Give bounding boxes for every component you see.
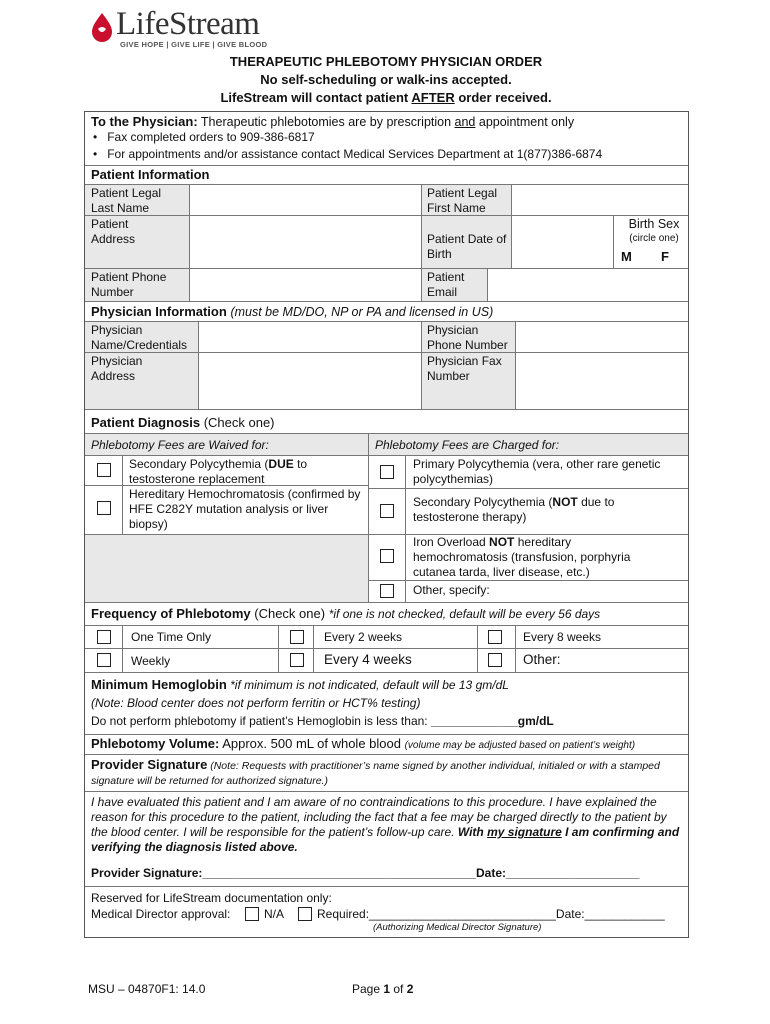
address-label: Patient Address [91,217,136,246]
freq-every-4-weeks-label: Every 4 weeks [324,652,412,667]
phone-label: Patient Phone Number [91,270,167,299]
provider-signature-line[interactable]: Provider Signature:_________________________________________Date:____________________ [91,866,640,880]
physician-address-label: Physician Address [91,354,143,383]
charged-option-3: Iron Overload NOT hereditary hemochromatosis (transfusion, porphyria cutanea tarda, liver disease, etc.) [413,535,631,579]
diagnosis-header: Patient Diagnosis (Check one) [85,410,688,434]
physician-name-label: Physician Name/Credentials [91,323,188,352]
waived-option-2: Hereditary Hemochromatosis (confirmed by HFE C282Y mutation analysis or liver biopsy) [129,487,361,531]
charged-option-1: Primary Polycythemia (vera, other rare genetic polycythemias) [413,457,661,486]
reserved-section: Reserved for LifeStream documentation only: Medical Director approval: N/A Required:____________________________Date:____________ (Authorizing Medical Director Signature) [91,891,665,933]
other-specify-field[interactable] [505,582,681,599]
physician-name-field[interactable] [198,322,422,352]
charged-iron-overload-checkbox[interactable] [380,549,394,563]
lifestream-logo [90,6,290,52]
freq-one-time-checkbox[interactable] [97,630,111,644]
physician-fax-field[interactable] [515,353,689,409]
address-field[interactable] [189,216,422,268]
frequency-header: Frequency of Phlebotomy (Check one) *if one is not checked, default will be every 56 days [85,602,688,626]
freq-other-field[interactable] [565,650,683,670]
hemoglobin-field[interactable]: _____________ [430,714,518,728]
patient-info-header: Patient Information [85,166,688,185]
waived-hemochromatosis-checkbox[interactable] [97,501,111,515]
approval-date-field[interactable]: ____________ [584,907,665,921]
email-field[interactable] [487,269,689,301]
header-line3: LifeStream will contact patient AFTER order received. [220,90,552,105]
waived-option-1: Secondary Polycythemia (DUE to testosterone replacement [129,457,308,486]
freq-every-4-weeks-checkbox[interactable] [290,653,304,667]
logo-tagline: GIVE HOPE | GIVE LIFE | GIVE BLOOD [120,40,268,49]
volume-section: Phlebotomy Volume: Approx. 500 mL of whole blood (volume may be adjusted based on patient’s weight) [85,735,688,755]
provider-signature-header: Provider Signature (Note: Requests with practitioner’s name signed by another individual, initialed or with a stamped signature will be returned for authorized signature.) [85,755,688,792]
physician-address-field[interactable] [198,353,422,409]
page-number: Page 1 of 2 [352,982,414,996]
freq-one-time-label: One Time Only [131,630,212,644]
medical-director-signature-field[interactable]: ____________________________ [369,907,556,921]
physician-phone-label: Physician Phone Number [427,323,508,352]
dob-label: Patient Date of Birth [427,232,507,261]
charged-other-checkbox[interactable] [380,584,394,598]
charged-option-other: Other, specify: [413,583,490,597]
first-name-label: Patient Legal First Name [427,186,498,215]
sex-option-m[interactable]: M [621,249,632,264]
freq-weekly-checkbox[interactable] [97,653,111,667]
appointment-instruction: For appointments and/or assistance contact Medical Services Department at 1(877)386-6874 [107,147,603,161]
dob-field[interactable] [511,216,614,268]
physician-phone-field[interactable] [515,322,689,352]
form-title: THERAPEUTIC PHLEBOTOMY PHYSICIAN ORDER [229,54,543,69]
birth-sex-label: Birth Sex [628,217,680,231]
freq-other-checkbox[interactable] [488,653,502,667]
last-name-field[interactable] [189,185,422,215]
physician-info-header: Physician Information (must be MD/DO, NP or PA and licensed in US) [85,302,688,322]
hemoglobin-section: Minimum Hemoglobin *if minimum is not indicated, default will be 13 gm/dL (Note: Blood center does not perform ferritin or HCT% testing) Do not perform phlebotomy if patient’s Hemoglobin is less than: _____________gm/dL [85,672,688,735]
freq-every-2-weeks-checkbox[interactable] [290,630,304,644]
email-label: Patient Email [427,270,465,299]
freq-every-2-weeks-label: Every 2 weeks [324,630,403,644]
waived-secondary-polycythemia-checkbox[interactable] [97,463,111,477]
form-code: MSU – 04870F1: 14.0 [88,982,206,996]
charged-option-2: Secondary Polycythemia (NOT due to testosterone therapy) [413,495,615,524]
fees-charged-header: Phlebotomy Fees are Charged for: [375,438,560,452]
to-physician-section: To the Physician: Therapeutic phlebotomies are by prescription and appointment only • Fax completed orders to 909-386-6817 • For appointments and/or assistance contact Medical Services Department at 1(877)386-6874 [85,112,688,166]
fax-instruction: Fax completed orders to 909-386-6817 [107,130,315,144]
charged-secondary-polycythemia-checkbox[interactable] [380,504,394,518]
approval-na-checkbox[interactable] [245,907,259,921]
provider-statement: I have evaluated this patient and I am aware of no contraindications to this procedure. I have explained the reason for this procedure to the patient, including the fact that a fee may be charged directly to the patient by the blood center. I will be responsible for the patient’s follow-up care. With my signature I am confirming and verifying the diagnosis listed above. Provider Signature:_________________________________________Date:____________________ [85,792,688,887]
blood-drop-icon [90,12,114,42]
approval-required-checkbox[interactable] [298,907,312,921]
phone-field[interactable] [189,269,422,301]
last-name-label: Patient Legal Last Name [91,186,162,215]
freq-every-8-weeks-label: Every 8 weeks [523,630,602,644]
freq-other-label: Other: [523,652,561,667]
fees-waived-header: Phlebotomy Fees are Waived for: [91,438,269,452]
charged-primary-polycythemia-checkbox[interactable] [380,465,394,479]
freq-weekly-label: Weekly [131,654,171,668]
header-line2: No self-scheduling or walk-ins accepted. [260,72,512,87]
physician-fax-label: Physician Fax Number [427,354,502,383]
sex-option-f[interactable]: F [661,249,669,264]
order-form: To the Physician: Therapeutic phlebotomies are by prescription and appointment only • Fax completed orders to 909-386-6817 • For appointments and/or assistance contact Medical Services Department at 1(877)386-6874 Patient Information Patient Legal Last Name Patient Legal First Name Patient Address Patient Date of Birth Birth Sex (circle one) M F Patient Phone Number Patient Email Physician Information (must be MD/DO, NP or PA and licensed in US) Physician Name/Credentials Physician Phone Number Physician Address Physician Fax Number Patient Diagnosis (Check one) Phlebotomy Fees are Waived for: Phlebotomy Fees are Charged for: Secondary Polycythemia (DUE to testosterone replacement Hereditary Hemochromatosis (confirmed by HFE C282Y mutation analysis or liver biopsy) Primary Polycythemia (vera, other rare genetic polycythemias) Secondary Polycythemia (NOT due to testosterone therapy) Iron Overload NOT hereditary hemochromatosis (transfusion, porphyria cutanea tarda, liver disease, etc.) Other, specify: Frequency of Phlebotomy (Check one) *if one is not checked, default will be every 56 days One Time Only Every 2 weeks Every 8 weeks Weekly Every 4 weeks Other: Minimum Hemoglobin *if minimum is not indicated, default will be 13 gm/dL (Note: Blood center does not perform ferritin or HCT% testing) Do not perform phlebotomy if patient’s Hemoglobin is less than: _____________gm/dL Phlebotomy Volume: Approx. 500 mL of whole blood (volume may be adjusted based on patient’s weight) Provider Signature (Note: Requests with practitioner’s name signed by another individual, initialed or with a stamped signature will be returned for authorized signature.) I have evaluated this patient and I am aware of no contraindications to this procedure. I have explained the reason for this procedure to the patient, including the fact that a fee may be charged directly to the patient by the blood center. I will be responsible for the patient’s follow-up care. With my signature I am confirming and verifying the diagnosis listed above. Provider Signature:_________________________________________Date:____________________ Reserved for LifeStream documentation only: Medical Director approval: N/A Required:____________________________Date:____________ (Authorizing Medical Director Signature) [84,111,689,938]
first-name-field[interactable] [511,185,689,215]
freq-every-8-weeks-checkbox[interactable] [488,630,502,644]
logo-brand: LifeStream [116,6,260,42]
